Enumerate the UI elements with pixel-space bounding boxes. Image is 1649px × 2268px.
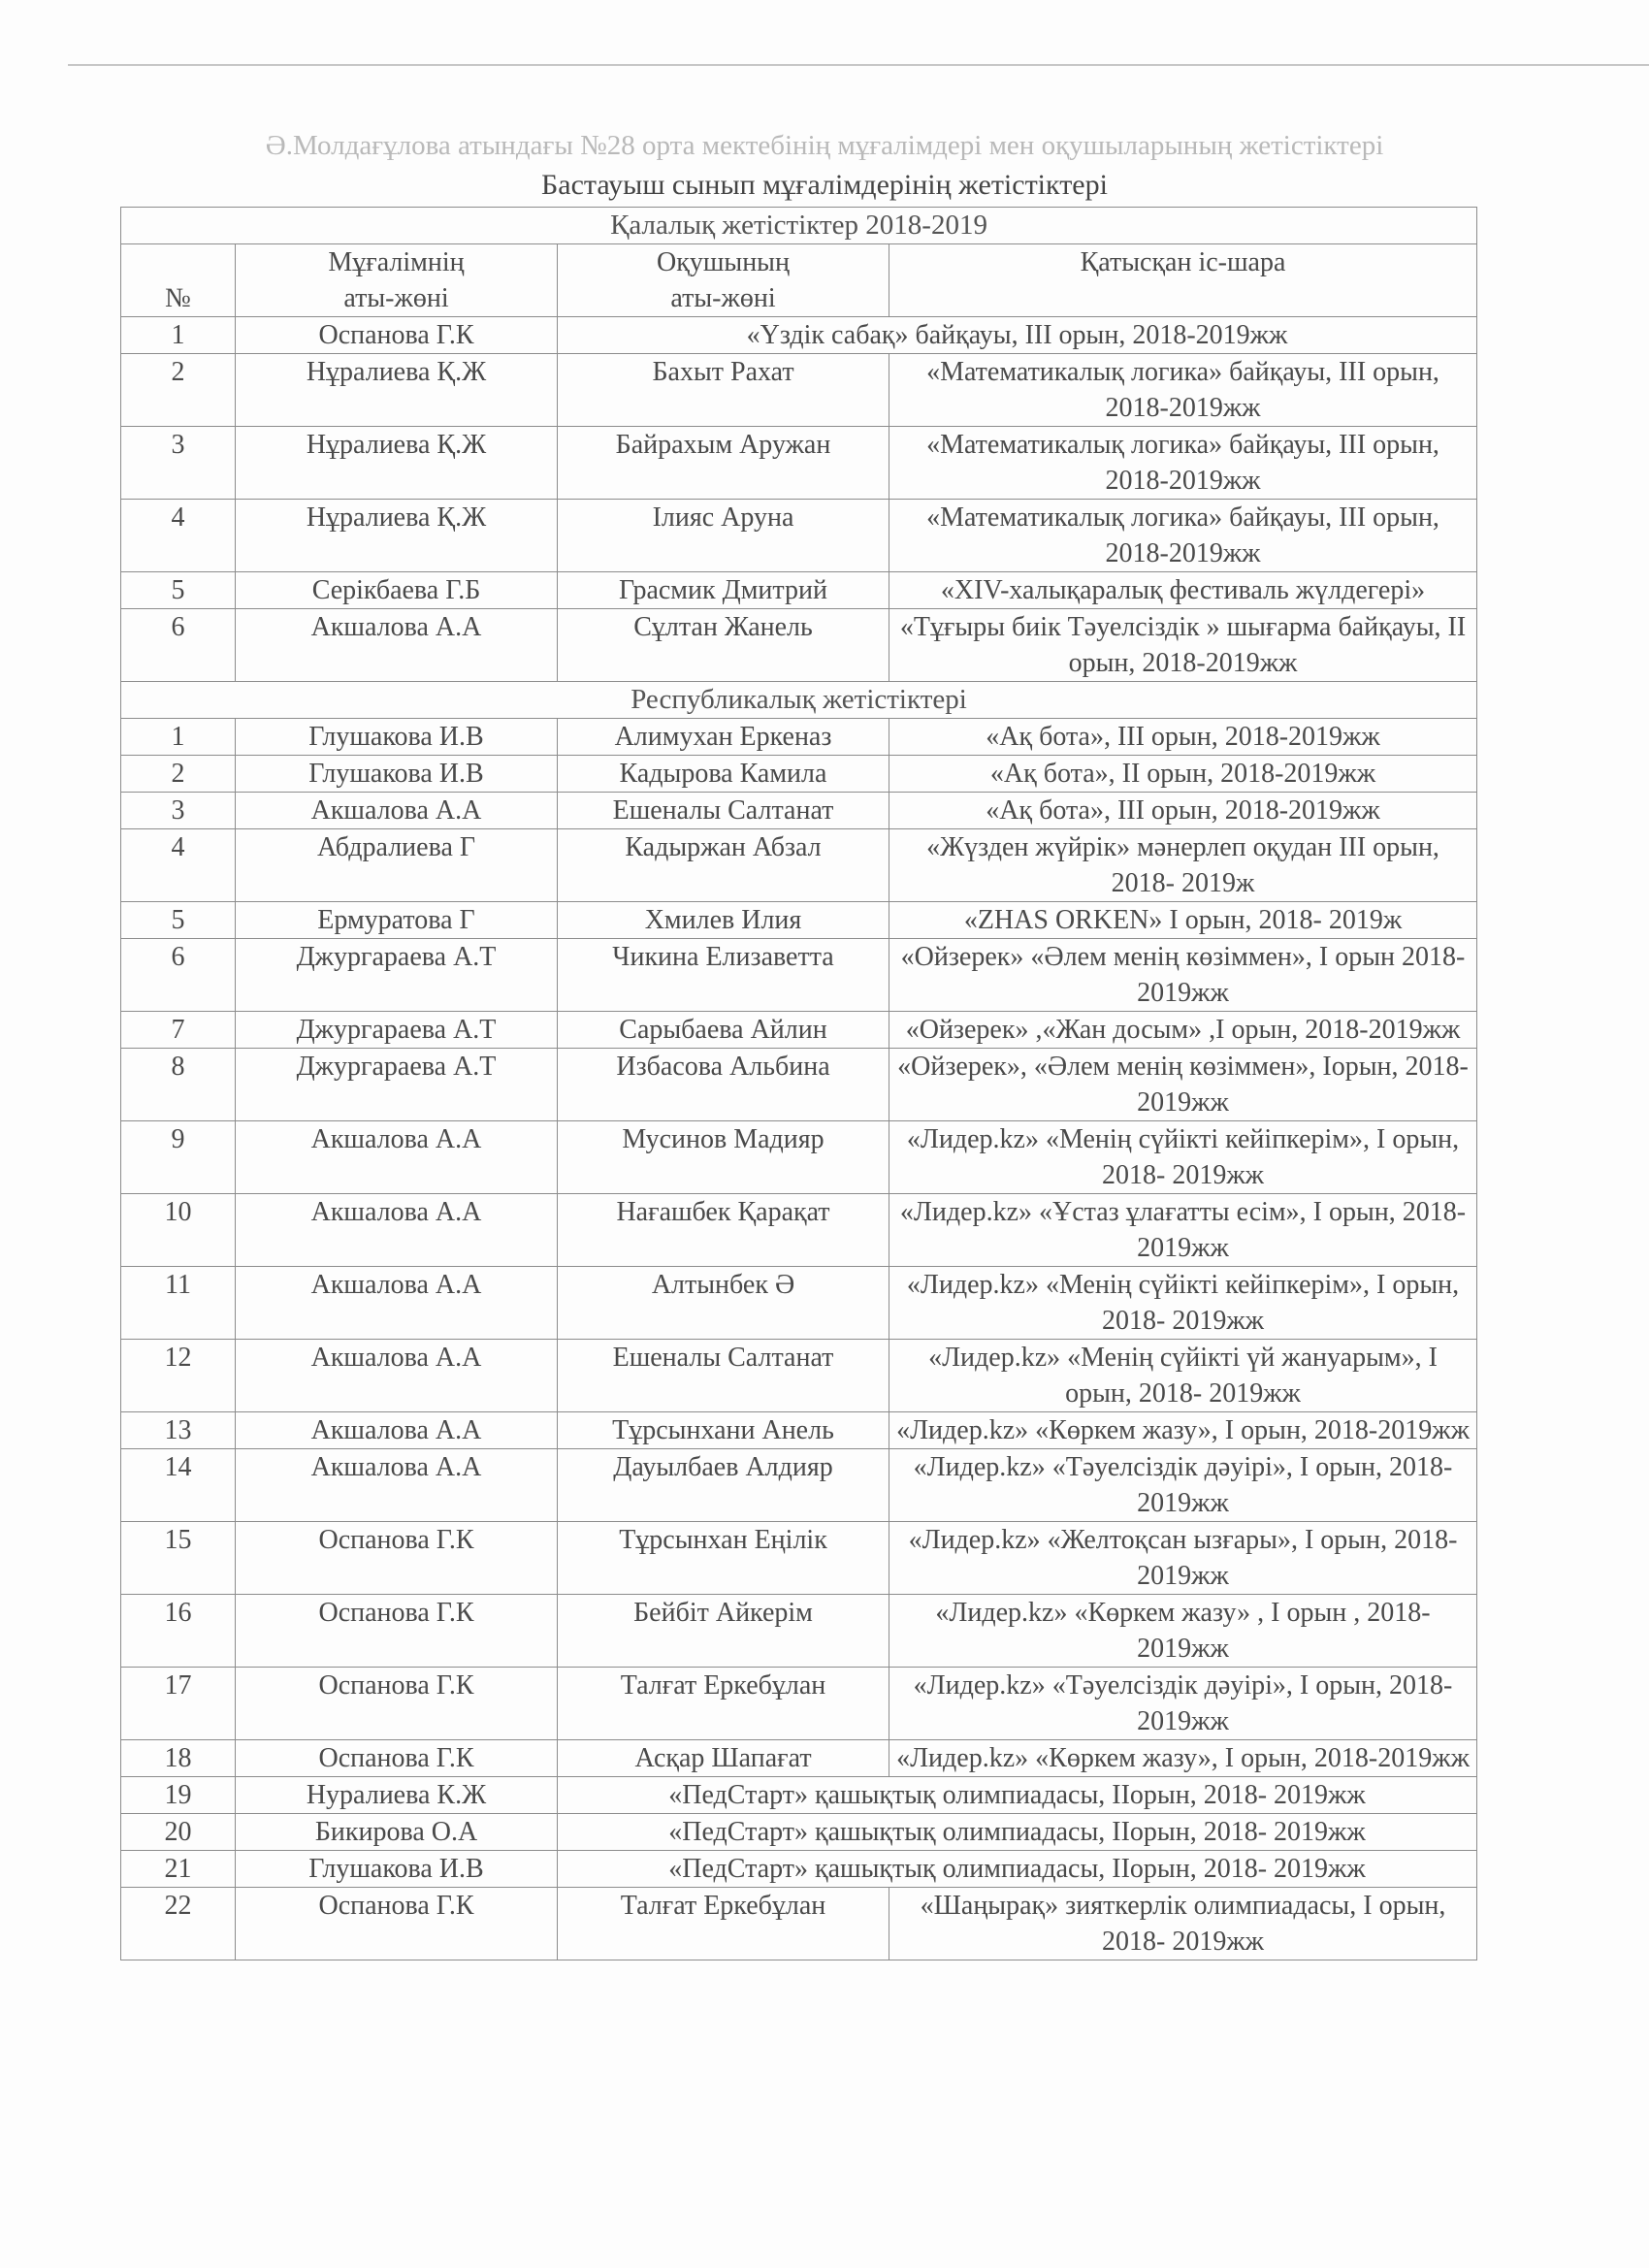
achievements-table: [120, 207, 1477, 1960]
row-number: 19: [121, 1777, 236, 1814]
row-number: 10: [121, 1194, 236, 1267]
student-name: Хмилев Илия: [558, 902, 889, 939]
teacher-name: Глушакова И.В: [236, 719, 558, 756]
row-number: 17: [121, 1668, 236, 1740]
table-row: [121, 1668, 1477, 1740]
teacher-name: Оспанова Г.К: [236, 1888, 558, 1960]
student-name: Дауылбаев Алдияр: [558, 1449, 889, 1522]
event-description: «Ақ бота», III орын, 2018-2019жж: [889, 719, 1477, 756]
event-description: «Лидер.kz» «Көркем жазу» , I орын , 2018-2019жж: [889, 1595, 1477, 1668]
student-name: Нағашбек Қарақат: [558, 1194, 889, 1267]
row-number: 20: [121, 1814, 236, 1851]
teacher-name: Акшалова А.А: [236, 1267, 558, 1340]
student-name: Бахыт Рахат: [558, 354, 889, 427]
teacher-name: Акшалова А.А: [236, 1194, 558, 1267]
row-number: 12: [121, 1340, 236, 1412]
row-number: 21: [121, 1851, 236, 1888]
row-number: 13: [121, 1412, 236, 1449]
row-number: 8: [121, 1049, 236, 1121]
table-row: [121, 609, 1477, 682]
table-row: [121, 902, 1477, 939]
student-name: Грасмик Дмитрий: [558, 572, 889, 609]
teacher-name: Ермуратова Г: [236, 902, 558, 939]
row-number: 7: [121, 1012, 236, 1049]
row-number: 16: [121, 1595, 236, 1668]
achievements-table-body: [121, 208, 1477, 1960]
student-name: Ешеналы Салтанат: [558, 1340, 889, 1412]
header-teacher-label: Мұғалімнің аты-жөні: [328, 247, 465, 313]
event-description: «Ойзерек», «Әлем менің көзіммен», Іорын, 2018- 2019жж: [889, 1049, 1477, 1121]
teacher-name: Оспанова Г.К: [236, 1595, 558, 1668]
event-description: «ZHAS ORKEN» I орын, 2018- 2019ж: [889, 902, 1477, 939]
table-row: [121, 1522, 1477, 1595]
table-row: [121, 719, 1477, 756]
student-name: Ешеналы Салтанат: [558, 793, 889, 829]
row-number: 9: [121, 1121, 236, 1194]
teacher-name: Оспанова Г.К: [236, 1522, 558, 1595]
student-name: Алимухан Еркеназ: [558, 719, 889, 756]
table-row: [121, 1194, 1477, 1267]
student-name: Мусинов Мадияр: [558, 1121, 889, 1194]
table-row: [121, 1340, 1477, 1412]
document-subtitle: Бастауыш сынып мұғалімдерінің жетістіктері: [541, 169, 1108, 201]
event-description: «Лидер.kz» «Менің сүйікті кейіпкерім», I орын, 2018- 2019жж: [889, 1121, 1477, 1194]
table-row: [121, 1267, 1477, 1340]
row-number: 15: [121, 1522, 236, 1595]
student-name: Чикина Елизаветта: [558, 939, 889, 1012]
teacher-name: Акшалова А.А: [236, 1340, 558, 1412]
event-description: «Математикалық логика» байқауы, III орын, 2018-2019жж: [889, 500, 1477, 572]
republic-section-row: [121, 682, 1477, 719]
row-number: 5: [121, 572, 236, 609]
table-row: [121, 500, 1477, 572]
event-description: «Лидер.kz» «Менің сүйікті үй жануарым», I орын, 2018- 2019жж: [889, 1340, 1477, 1412]
table-row: [121, 1412, 1477, 1449]
city-section-row: [121, 208, 1477, 244]
row-number: 2: [121, 354, 236, 427]
student-name: Кадыржан Абзал: [558, 829, 889, 902]
header-no: №: [121, 244, 236, 317]
row-number: 14: [121, 1449, 236, 1522]
table-row: [121, 317, 1477, 354]
event-description: «Лидер.kz» «Тәуелсіздік дәуірі», I орын, 2018- 2019жж: [889, 1668, 1477, 1740]
teacher-name: Акшалова А.А: [236, 1412, 558, 1449]
row-number: 5: [121, 902, 236, 939]
row-number: 2: [121, 756, 236, 793]
teacher-name: Акшалова А.А: [236, 1121, 558, 1194]
teacher-name: Нұралиева Қ.Ж: [236, 354, 558, 427]
event-description: «Үздік сабақ» байқауы, III орын, 2018-2019жж: [558, 317, 1477, 354]
teacher-name: Акшалова А.А: [236, 609, 558, 682]
teacher-name: Оспанова Г.К: [236, 1668, 558, 1740]
student-name: Асқар Шапағат: [558, 1740, 889, 1777]
city-section-title: Қалалық жетістіктер 2018-2019: [121, 208, 1477, 244]
event-description: «ПедСтарт» қашықтық олимпиадасы, IIорын, 2018- 2019жж: [558, 1851, 1477, 1888]
table-row: [121, 1049, 1477, 1121]
student-name: Сарыбаева Айлин: [558, 1012, 889, 1049]
teacher-name: Джургараева А.Т: [236, 1049, 558, 1121]
teacher-name: Глушакова И.В: [236, 1851, 558, 1888]
table-row: [121, 1814, 1477, 1851]
event-description: «ПедСтарт» қашықтық олимпиадасы, IIорын, 2018- 2019жж: [558, 1814, 1477, 1851]
teacher-name: Акшалова А.А: [236, 1449, 558, 1522]
student-name: Сұлтан Жанель: [558, 609, 889, 682]
teacher-name: Оспанова Г.К: [236, 1740, 558, 1777]
event-description: «ПедСтарт» қашықтық олимпиадасы, IIорын, 2018- 2019жж: [558, 1777, 1477, 1814]
table-row: [121, 1740, 1477, 1777]
event-description: «Тұғыры биік Тәуелсіздік » шығарма байқауы, II орын, 2018-2019жж: [889, 609, 1477, 682]
teacher-name: Бикирова О.А: [236, 1814, 558, 1851]
header-teacher: [236, 244, 558, 317]
student-name: Байрахым Аружан: [558, 427, 889, 500]
document-title: Ә.Молдағұлова атындағы №28 орта мектебінің мұғалімдері мен оқушыларының жетістіктері: [265, 130, 1384, 161]
student-name: Бейбіт Айкерім: [558, 1595, 889, 1668]
row-number: 3: [121, 793, 236, 829]
teacher-name: Абдралиева Г: [236, 829, 558, 902]
row-number: 11: [121, 1267, 236, 1340]
teacher-name: Нұралиева Қ.Ж: [236, 500, 558, 572]
teacher-name: Нуралиева К.Ж: [236, 1777, 558, 1814]
table-header-row: [121, 244, 1477, 317]
teacher-name: Оспанова Г.К: [236, 317, 558, 354]
republic-section-title: Республикалық жетістіктері: [121, 682, 1477, 719]
student-name: Тұрсынхан Еңілік: [558, 1522, 889, 1595]
event-description: «XIV-халықаралық фестиваль жүлдегері»: [889, 572, 1477, 609]
event-description: «Лидер.kz» «Желтоқсан ызғары», I орын, 2018- 2019жж: [889, 1522, 1477, 1595]
event-description: «Ойзерек» «Әлем менің көзіммен», I орын 2018- 2019жж: [889, 939, 1477, 1012]
student-name: Ілияс Аруна: [558, 500, 889, 572]
teacher-name: Джургараева А.Т: [236, 1012, 558, 1049]
student-name: Талғат Еркебұлан: [558, 1668, 889, 1740]
table-row: [121, 354, 1477, 427]
table-row: [121, 1121, 1477, 1194]
table-row: [121, 1595, 1477, 1668]
event-description: «Ақ бота», III орын, 2018-2019жж: [889, 793, 1477, 829]
event-description: «Лидер.kz» «Көркем жазу», I орын, 2018-2019жж: [889, 1412, 1477, 1449]
event-description: «Шаңырақ» зияткерлік олимпиадасы, I орын, 2018- 2019жж: [889, 1888, 1477, 1960]
teacher-name: Серікбаева Г.Б: [236, 572, 558, 609]
student-name: Избасова Альбина: [558, 1049, 889, 1121]
student-name: Талғат Еркебұлан: [558, 1888, 889, 1960]
teacher-name: Нұралиева Қ.Ж: [236, 427, 558, 500]
row-number: 1: [121, 719, 236, 756]
teacher-name: Акшалова А.А: [236, 793, 558, 829]
teacher-name: Глушакова И.В: [236, 756, 558, 793]
student-name: Кадырова Камила: [558, 756, 889, 793]
row-number: 6: [121, 609, 236, 682]
row-number: 6: [121, 939, 236, 1012]
event-description: «Лидер.kz» «Көркем жазу», I орын, 2018-2019жж: [889, 1740, 1477, 1777]
event-description: «Математикалық логика» байқауы, III орын, 2018-2019жж: [889, 354, 1477, 427]
header-event: Қатысқан іс-шара: [889, 244, 1477, 317]
row-number: 22: [121, 1888, 236, 1960]
table-row: [121, 1888, 1477, 1960]
scan-edge-line: [68, 64, 1649, 66]
header-student-label: Оқушының аты-жөні: [657, 247, 790, 313]
event-description: «Математикалық логика» байқауы, III орын, 2018-2019жж: [889, 427, 1477, 500]
table-row: [121, 939, 1477, 1012]
table-row: [121, 1012, 1477, 1049]
row-number: 18: [121, 1740, 236, 1777]
row-number: 3: [121, 427, 236, 500]
event-description: «Лидер.kz» «Менің сүйікті кейіпкерім», I орын, 2018- 2019жж: [889, 1267, 1477, 1340]
row-number: 1: [121, 317, 236, 354]
table-row: [121, 793, 1477, 829]
table-row: [121, 427, 1477, 500]
table-row: [121, 1777, 1477, 1814]
header-student: [558, 244, 889, 317]
event-description: «Ақ бота», II орын, 2018-2019жж: [889, 756, 1477, 793]
student-name: Алтынбек Ә: [558, 1267, 889, 1340]
row-number: 4: [121, 500, 236, 572]
event-description: «Жүзден жүйрік» мәнерлеп оқудан III орын, 2018- 2019ж: [889, 829, 1477, 902]
teacher-name: Джургараева А.Т: [236, 939, 558, 1012]
student-name: Тұрсынхани Анель: [558, 1412, 889, 1449]
event-description: «Лидер.kz» «Ұстаз ұлағатты есім», I орын, 2018- 2019жж: [889, 1194, 1477, 1267]
table-row: [121, 572, 1477, 609]
row-number: 4: [121, 829, 236, 902]
table-row: [121, 829, 1477, 902]
table-row: [121, 756, 1477, 793]
event-description: «Ойзерек» ,«Жан досым» ,I орын, 2018-2019жж: [889, 1012, 1477, 1049]
table-row: [121, 1449, 1477, 1522]
table-row: [121, 1851, 1477, 1888]
event-description: «Лидер.kz» «Тәуелсіздік дәуірі», I орын, 2018- 2019жж: [889, 1449, 1477, 1522]
